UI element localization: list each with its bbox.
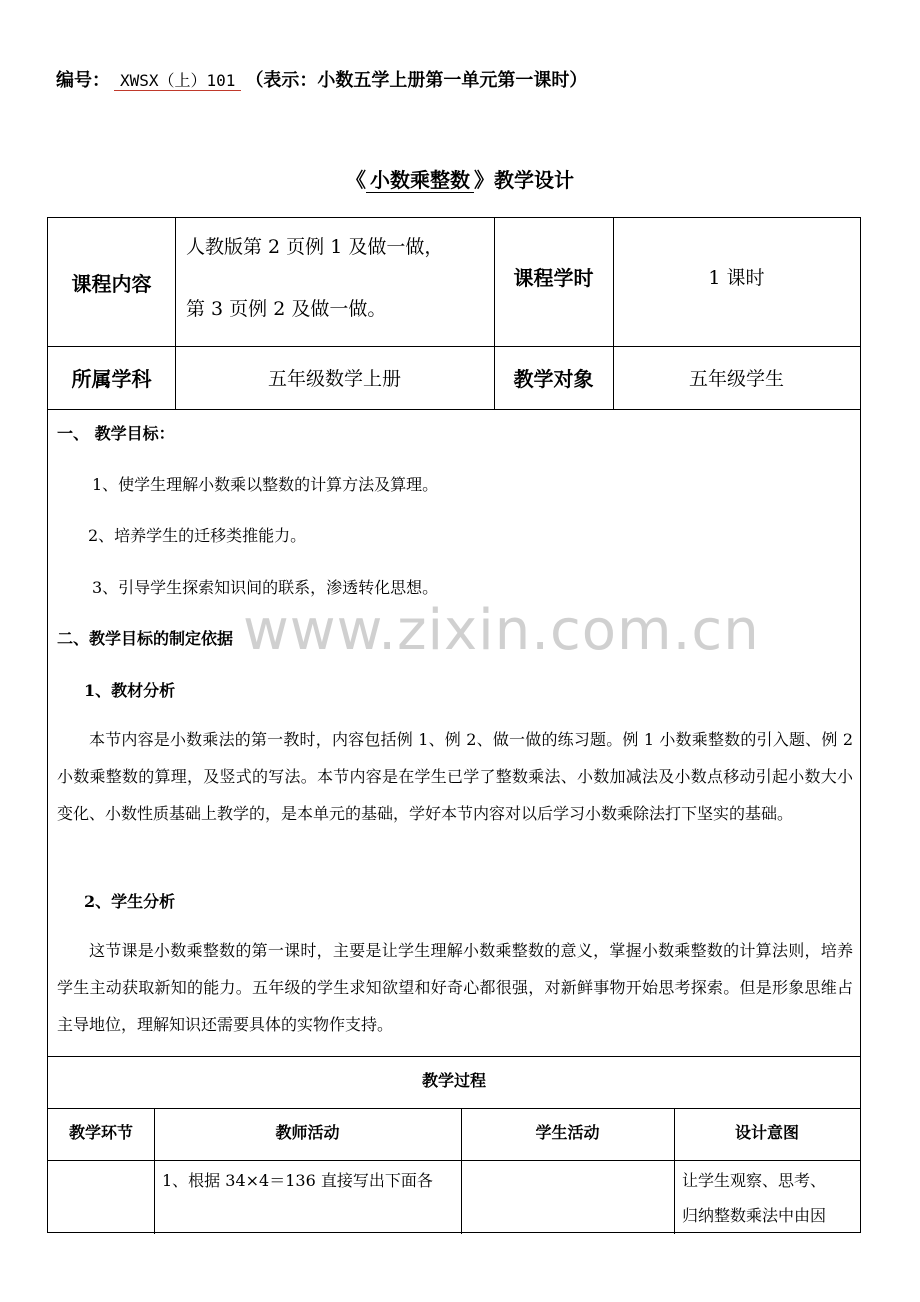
subject-value: 五年级数学上册 <box>267 368 401 390</box>
course-content-label: 课程内容 <box>71 271 152 296</box>
document-code-line <box>56 66 587 92</box>
audience-value: 五年级学生 <box>688 368 784 390</box>
row-divider <box>48 1160 860 1161</box>
audience-label: 教学对象 <box>513 367 594 391</box>
goal-item-2: 2、培养学生的迁移类推能力。 <box>88 526 307 545</box>
document-title <box>0 164 920 193</box>
code-value: XWSX（上）101 <box>114 71 241 91</box>
material-analysis-text: 本节内容是小数乘法的第一教时，内容包括例 1、例 2、做一做的练习题。例 1 小数乘整数的引入题、例 2 小数乘整数的算理，及竖式的写法。本节内容是在学生已学了整数乘法、小数加减法及小数点移动引起小数大小变化、小数性质基础上教学的，是本单元的基础，学好本节内容对以后学习小数乘除法打下坚实的基础。 <box>57 730 853 823</box>
col-head-stage: 教学环节 <box>68 1123 133 1142</box>
process-title: 教学过程 <box>421 1071 486 1090</box>
title-lesson-name: 小数乘整数 <box>366 168 474 193</box>
title-open: 《 <box>346 168 366 192</box>
col-head-teacher: 教师活动 <box>275 1123 340 1142</box>
code-label: 编号： <box>56 70 110 91</box>
title-close: 》教学设计 <box>474 168 574 192</box>
watermark: www.zixin.com.cn <box>243 598 760 663</box>
goal-item-3: 3、引导学生探索知识间的联系，渗透转化思想。 <box>92 578 439 597</box>
basis-title: 二、教学目标的制定依据 <box>57 629 234 648</box>
goals-title: 一、 教学目标： <box>57 424 175 443</box>
course-hours-value: 1 课时 <box>708 266 765 289</box>
goal-item-1: 1、使学生理解小数乘以整数的计算方法及算理。 <box>92 475 439 494</box>
course-content-line2: 第 3 页例 2 及做一做。 <box>186 298 387 320</box>
course-content-line1: 人教版第 2 页例 1 及做一做， <box>186 236 444 258</box>
row-divider <box>48 1108 860 1109</box>
row-divider <box>48 409 860 410</box>
col-head-student: 学生活动 <box>535 1123 600 1142</box>
lesson-plan-table <box>47 217 861 1233</box>
subject-label: 所属学科 <box>71 367 152 391</box>
intent-line-1: 让学生观察、思考、 <box>682 1171 827 1190</box>
course-hours-label: 课程学时 <box>513 265 594 290</box>
material-analysis-title: 1、教材分析 <box>84 681 176 700</box>
teacher-activity-1: 1、根据 34×4＝136 直接写出下面各 <box>162 1171 433 1190</box>
student-analysis-text: 这节课是小数乘整数的第一课时，主要是让学生理解小数乘整数的意义，掌握小数乘整数的计算法则，培养学生主动获取新知的能力。五年级的学生求知欲望和好奇心都很强，对新鲜事物开始思考探索。但是形象思维占主导地位，理解知识还需要具体的实物作支持。 <box>57 941 853 1034</box>
col-head-intent: 设计意图 <box>734 1123 799 1142</box>
code-note: （表示：小数五学上册第一单元第一课时） <box>245 70 588 91</box>
student-analysis-title: 2、学生分析 <box>84 892 176 911</box>
intent-line-2: 归纳整数乘法中由因 <box>682 1206 827 1225</box>
row-divider <box>48 1056 860 1057</box>
